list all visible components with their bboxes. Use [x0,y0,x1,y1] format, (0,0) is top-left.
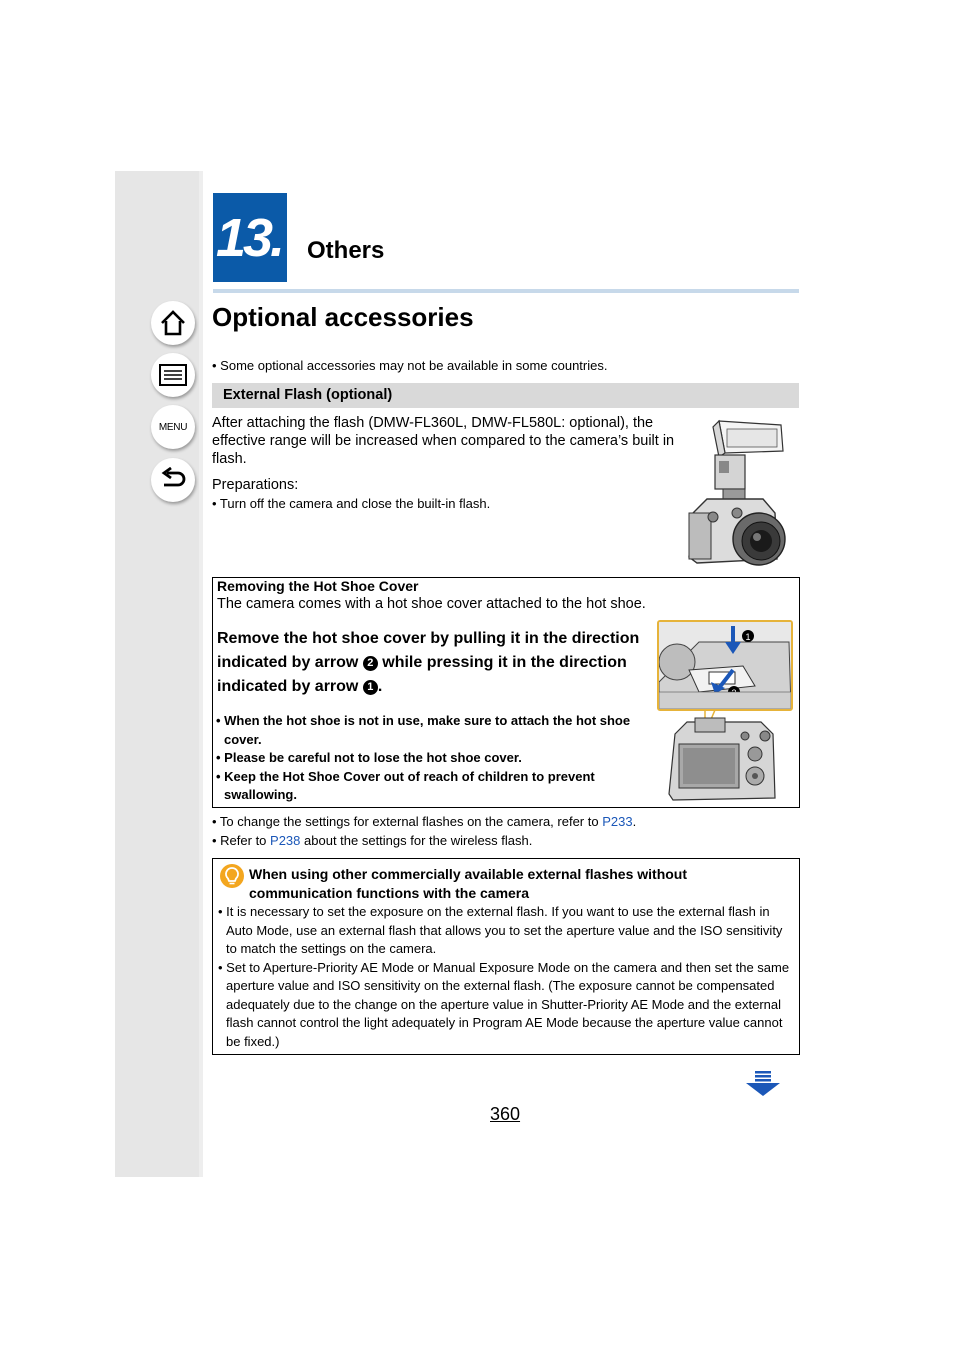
link-p238[interactable]: P238 [270,832,301,848]
link-p233[interactable]: P233 [602,814,633,829]
hotshoe-closeup-drawing [659,622,791,709]
arrow-1-marker: 1 [363,680,378,695]
tip-panel [212,858,800,1055]
preparations-item: • Turn off the camera and close the built-in flash. [212,496,491,511]
ref-line-2 [212,832,800,851]
step-text-3: . [377,678,383,695]
list-icon [158,363,188,387]
ref-text: about the settings for the wireless flash. [300,832,533,848]
back-button[interactable] [151,458,195,502]
chapter-title: Others [307,237,385,264]
tip-title: When using other commercially available external flashes without communication functions with the camera [249,866,688,901]
next-page-arrow-icon[interactable] [746,1071,780,1097]
chapter-divider [213,289,799,293]
tip-lightbulb-icon [220,864,244,888]
list-item: • Set to Aperture-Priority AE Mode or Manual Exposure Mode on the camera and then set the same aperture value and ISO sensitivity on the external flash. (The exposure cannot be compensated adequately due to the change on the aperture value in Shutter-Priority AE Mode and the external flash cannot control the light adequately in Program AE Mode because the aperture value cannot be fixed.) [218,959,790,1049]
home-icon [159,309,187,337]
hotshoe-bullets [216,712,636,805]
intro-text: After attaching the flash (DMW-FL360L, DMW-FL580L: optional), the effective range will be increased when compared to the camera’s built in flash. [212,415,675,467]
hotshoe-step [217,627,647,699]
chapter-number: 13. [213,193,287,282]
list-item: • Please be careful not to lose the hot shoe cover. [216,750,522,765]
sidebar-edge [199,171,203,1177]
home-button[interactable] [151,301,195,345]
svg-text:1: 1 [745,632,751,642]
hotshoe-text: The camera comes with a hot shoe cover attached to the hot shoe. [217,596,646,612]
hotshoe-panel [212,577,800,808]
hotshoe-title: Removing the Hot Shoe Cover [217,578,419,594]
list-item: • Keep the Hot Shoe Cover out of reach of children to prevent swallowing. [216,768,595,802]
section-heading: External Flash (optional) [212,383,799,408]
ref-text: • Refer to [212,832,271,848]
camera-back-illustration [665,710,783,804]
hotshoe-closeup-illustration [657,620,793,711]
step-text-2: while pressing it in the direction indicated by arrow [217,654,627,695]
contents-button[interactable] [151,353,195,397]
menu-label: MENU [158,421,188,433]
back-arrow-icon [159,467,187,493]
page-title: Optional accessories [212,302,474,332]
preparations-label: Preparations: [212,477,299,493]
ref-text: . [632,814,637,829]
step-text-1: Remove the hot shoe cover by pulling it in the direction indicated by arrow [217,630,640,671]
list-item: • It is necessary to set the exposure on the external flash. If you want to use the external flash in Auto Mode, use an external flash that allows you to set the aperture value and the ISO sensitivity to match the settings on the camera. [218,904,783,956]
page-number: 360 [490,1104,521,1124]
list-item: • When the hot shoe is not in use, make sure to attach the hot shoe cover. [216,713,631,747]
references [212,813,800,850]
ref-text: • To change the settings for external flashes on the camera, refer to [212,814,603,829]
tip-list [218,903,796,1051]
availability-note: • Some optional accessories may not be available in some countries. [212,358,608,373]
arrow-2-marker: 2 [363,656,378,671]
camera-with-flash-illustration [683,417,789,571]
ref-line-1 [212,813,800,832]
menu-button[interactable] [151,405,195,449]
